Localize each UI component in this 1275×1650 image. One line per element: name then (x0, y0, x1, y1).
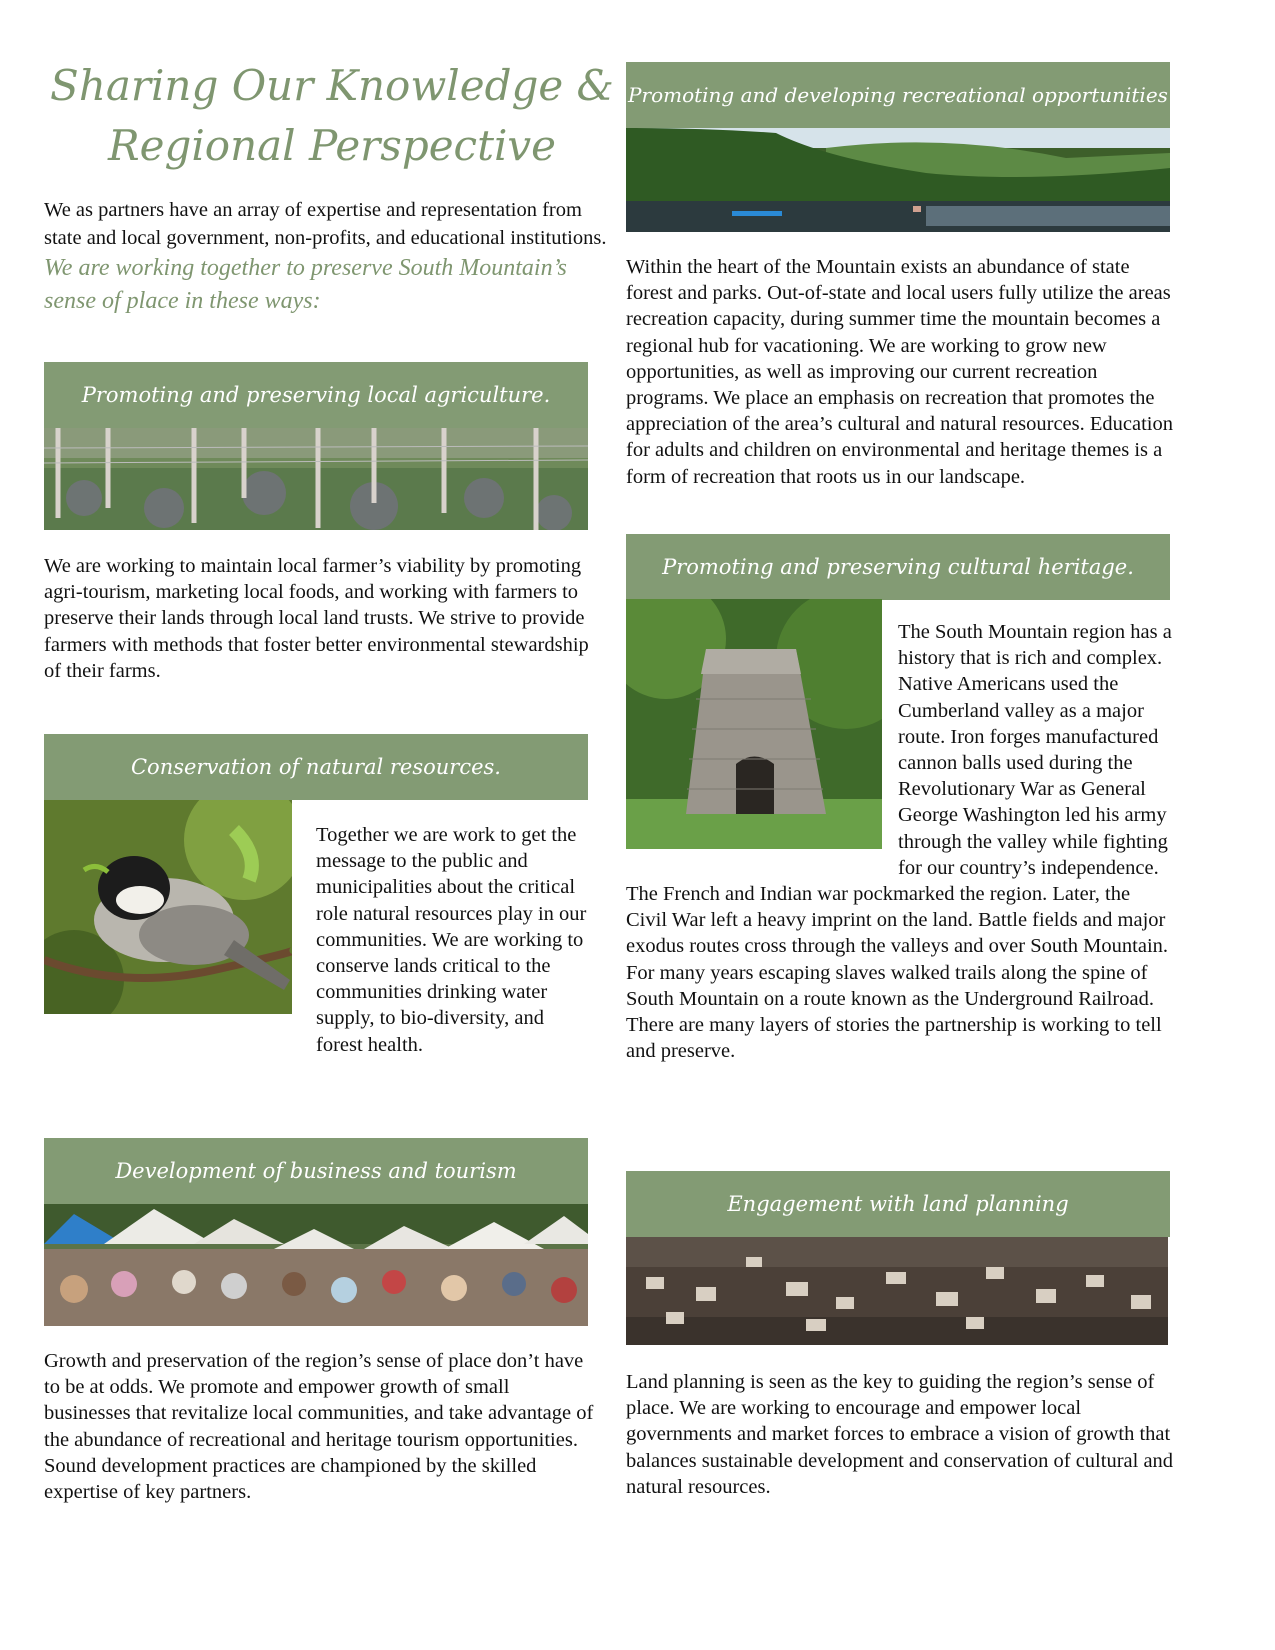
heritage-image-float (626, 619, 898, 855)
intro-accent: We are working together to preserve South Mountain’s sense of place in these ways: (44, 255, 567, 314)
section-heading-recreation: Promoting and developing recreational opportunities (626, 62, 1170, 128)
housing-development-photo (626, 1237, 1168, 1345)
intro-text: We as partners have an array of expertise and representation from state and local government, non-profits, and educational institutions. (44, 199, 607, 249)
lake-kayak-photo (626, 128, 1170, 232)
planning-text: Land planning is seen as the key to guiding the region’s sense of place. We are working to encourage and empower local governments and market forces to embrace a vision of growth that balances sustainable development and conservation of cultural and natural resources. (626, 1371, 1174, 1498)
vineyard-photo (44, 428, 588, 530)
conservation-text: Together we are work to get the message to the public and municipalities about the critical role natural resources play in our communities. We are working to conserve lands critical to the communities drinking water supply, to bio-diversity, and forest health. (316, 824, 587, 1056)
agriculture-text: We are working to maintain local farmer’s viability by promoting agri-tourism, marketing local foods, and working with farmers to preserve their lands through local land trusts. We strive to provide farmers with methods that foster better environmental stewardship of their farms. (44, 555, 589, 682)
recreation-text: Within the heart of the Mountain exists an abundance of state forest and parks. Out-of-state and local users fully utilize the areas recreation capacity, during summer time the mountain becomes a regional hub for vacationing. We are working to grow new opportunities, as well as improving our current recreation programs. We place an emphasis on recreation that promotes the appreciation of the area’s cultural and natural resources. Education for adults and children on environmental and heritage themes is a form of recreation that roots us in our landscape. (626, 256, 1173, 488)
page-title (44, 56, 620, 176)
section-heading-conservation: Conservation of natural resources. (44, 734, 588, 800)
business-text: Growth and preservation of the region’s sense of place don’t have to be at odds. We promote and empower growth of small businesses that revitalize local communities, and take advantage of the abundance of recreational and heritage tourism opportunities. Sound development practices are championed by the skilled expertise of key partners. (44, 1350, 594, 1504)
heritage-text-wrap (626, 619, 1174, 1064)
title-line-1: Sharing Our Knowledge & (50, 61, 614, 110)
section-heading-agriculture: Promoting and preserving local agriculture. (44, 362, 588, 428)
intro-paragraph (44, 196, 624, 318)
title-line-2: Regional Perspective (108, 121, 556, 170)
section-heading-heritage: Promoting and preserving cultural heritage. (626, 534, 1170, 600)
festival-tents-photo (44, 1204, 588, 1326)
section-heading-planning: Engagement with land planning (626, 1171, 1170, 1237)
conservation-text-wrap (44, 822, 592, 1058)
conservation-image-float (44, 822, 316, 1058)
section-heading-business: Development of business and tourism (44, 1138, 588, 1204)
heritage-text: The South Mountain region has a history that is rich and complex. Native Americans used the Cumberland valley as a major route. Iron forges manufactured cannon balls used during the Revolutionary War as General George Washington led his army through the valley while fighting for our country’s independence. The French and Indian war pockmarked the region. Later, the Civil War left a heavy imprint on the land. Battle fields and major exodus routes cross through the valleys and over South Mountain. For many years escaping slaves walked trails along the spine of South Mountain on a route known as the Underground Railroad. There are many layers of stories the partnership is working to tell and preserve. (626, 621, 1172, 1063)
